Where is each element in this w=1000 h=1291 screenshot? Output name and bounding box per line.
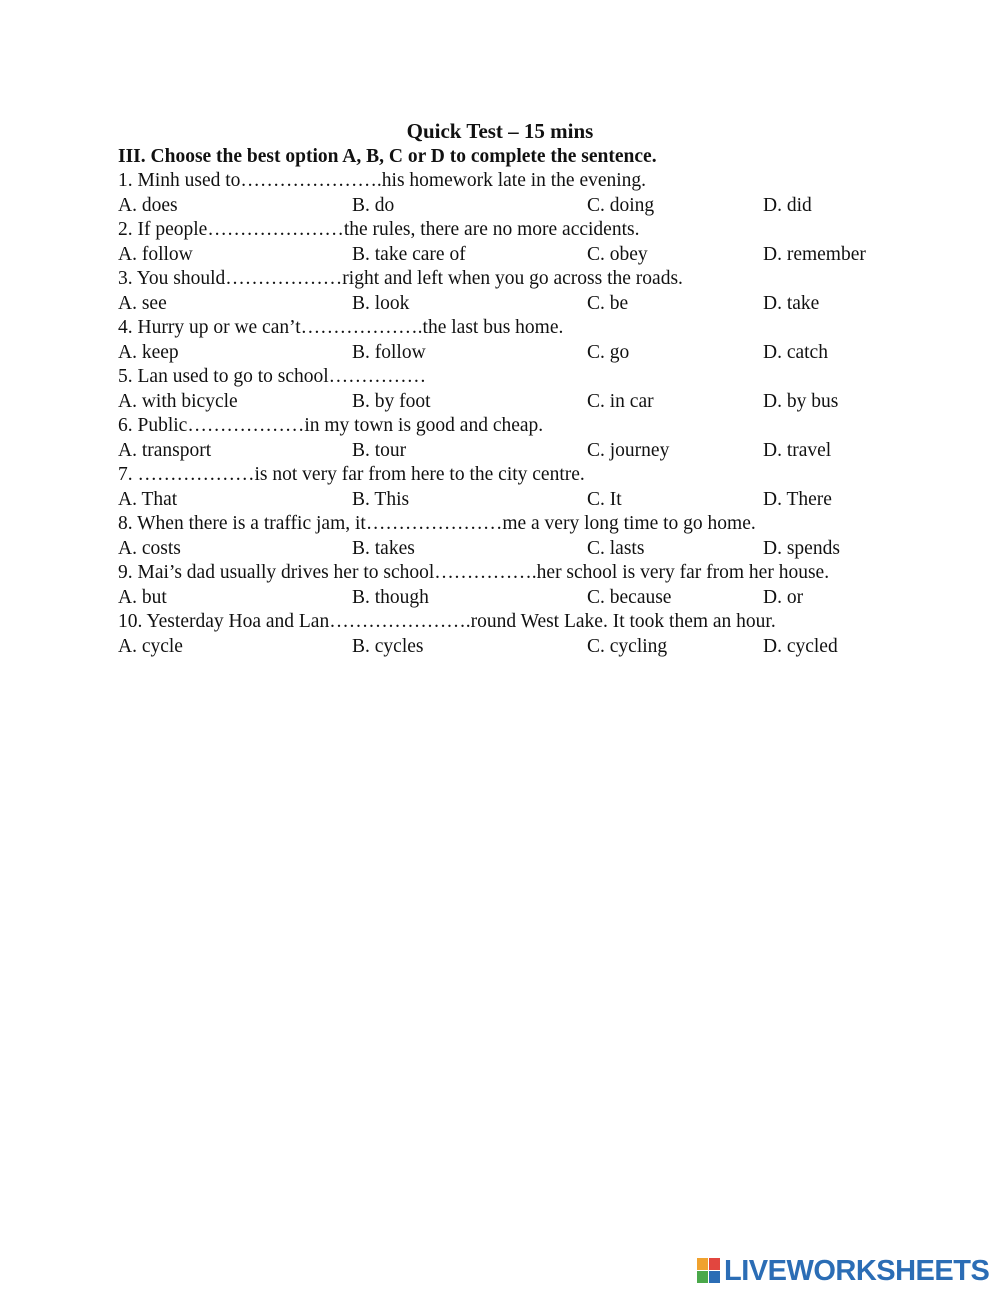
option-d[interactable]: D. There — [763, 488, 832, 510]
option-b[interactable]: B. do — [352, 194, 395, 216]
question-text: 8. When there is a traffic jam, it…………………me a very long time to go home. — [118, 513, 756, 534]
option-b[interactable]: B. follow — [352, 341, 426, 363]
option-d[interactable]: D. travel — [763, 439, 832, 461]
option-a[interactable]: A. follow — [118, 243, 193, 265]
question-7 — [118, 463, 878, 512]
question-text: 6. Public………………in my town is good and cheap. — [118, 415, 544, 436]
option-b[interactable]: B. take care of — [352, 243, 466, 265]
option-b[interactable]: B. This — [352, 488, 410, 510]
question-8 — [118, 512, 878, 561]
question-text: 7. ………………is not very far from here to the city centre. — [118, 464, 585, 485]
option-d[interactable]: D. remember — [763, 243, 866, 265]
option-b[interactable]: B. tour — [352, 439, 407, 461]
question-6 — [118, 414, 878, 463]
option-a[interactable]: A. does — [118, 194, 178, 216]
option-c[interactable]: C. journey — [587, 439, 670, 461]
option-d[interactable]: D. did — [763, 194, 812, 216]
question-2 — [118, 218, 878, 267]
options-row — [118, 194, 878, 219]
question-text: 5. Lan used to go to school…………… — [118, 366, 427, 387]
options-row — [118, 292, 878, 317]
options-row — [118, 439, 878, 464]
question-text: 3. You should………………right and left when you go across the roads. — [118, 268, 683, 289]
option-b[interactable]: B. look — [352, 292, 410, 314]
option-a[interactable]: A. keep — [118, 341, 179, 363]
question-text: 4. Hurry up or we can’t……………….the last bus home. — [118, 317, 564, 338]
option-c[interactable]: C. lasts — [587, 537, 645, 559]
question-9 — [118, 561, 878, 610]
option-a[interactable]: A. cycle — [118, 635, 183, 657]
option-a[interactable]: A. transport — [118, 439, 212, 461]
brand-name: LIVEWORKSHEETS — [724, 1255, 990, 1287]
option-a[interactable]: A. see — [118, 292, 167, 314]
option-b[interactable]: B. by foot — [352, 390, 431, 412]
page-title: Quick Test – 15 mins — [406, 119, 594, 143]
option-d[interactable]: D. take — [763, 292, 820, 314]
options-row — [118, 390, 878, 415]
options-row — [118, 635, 878, 660]
options-row — [118, 537, 878, 562]
option-d[interactable]: D. catch — [763, 341, 828, 363]
options-row — [118, 586, 878, 611]
option-a[interactable]: A. but — [118, 586, 167, 608]
option-a[interactable]: A. with bicycle — [118, 390, 238, 412]
option-c[interactable]: C. obey — [587, 243, 648, 265]
question-3 — [118, 267, 878, 316]
option-c[interactable]: C. It — [587, 488, 622, 510]
question-text: 2. If people…………………the rules, there are no more accidents. — [118, 219, 640, 240]
option-d[interactable]: D. cycled — [763, 635, 838, 657]
question-4 — [118, 316, 878, 365]
question-5 — [118, 365, 878, 414]
option-d[interactable]: D. or — [763, 586, 804, 608]
question-text: 10. Yesterday Hoa and Lan………………….round West Lake. It took them an hour. — [118, 611, 776, 632]
instruction: III. Choose the best option A, B, C or D to complete the sentence. — [118, 146, 657, 167]
option-c[interactable]: C. in car — [587, 390, 654, 412]
liveworksheets-logo-icon — [697, 1258, 721, 1284]
option-d[interactable]: D. spends — [763, 537, 840, 559]
options-row — [118, 243, 878, 268]
option-a[interactable]: A. That — [118, 488, 178, 510]
question-10 — [118, 610, 878, 659]
option-c[interactable]: C. go — [587, 341, 630, 363]
liveworksheets-brand — [697, 1256, 989, 1286]
option-c[interactable]: C. because — [587, 586, 672, 608]
option-c[interactable]: C. doing — [587, 194, 655, 216]
option-c[interactable]: C. be — [587, 292, 629, 314]
option-b[interactable]: B. though — [352, 586, 429, 608]
options-row — [118, 488, 878, 513]
option-c[interactable]: C. cycling — [587, 635, 668, 657]
question-text: 1. Minh used to………………….his homework late in the evening. — [118, 170, 647, 191]
option-d[interactable]: D. by bus — [763, 390, 839, 412]
question-1 — [118, 169, 878, 218]
option-a[interactable]: A. costs — [118, 537, 181, 559]
question-text: 9. Mai’s dad usually drives her to school…………….her school is very far from her house. — [118, 562, 830, 583]
option-b[interactable]: B. cycles — [352, 635, 424, 657]
question-list — [118, 169, 878, 659]
option-b[interactable]: B. takes — [352, 537, 415, 559]
options-row — [118, 341, 878, 366]
